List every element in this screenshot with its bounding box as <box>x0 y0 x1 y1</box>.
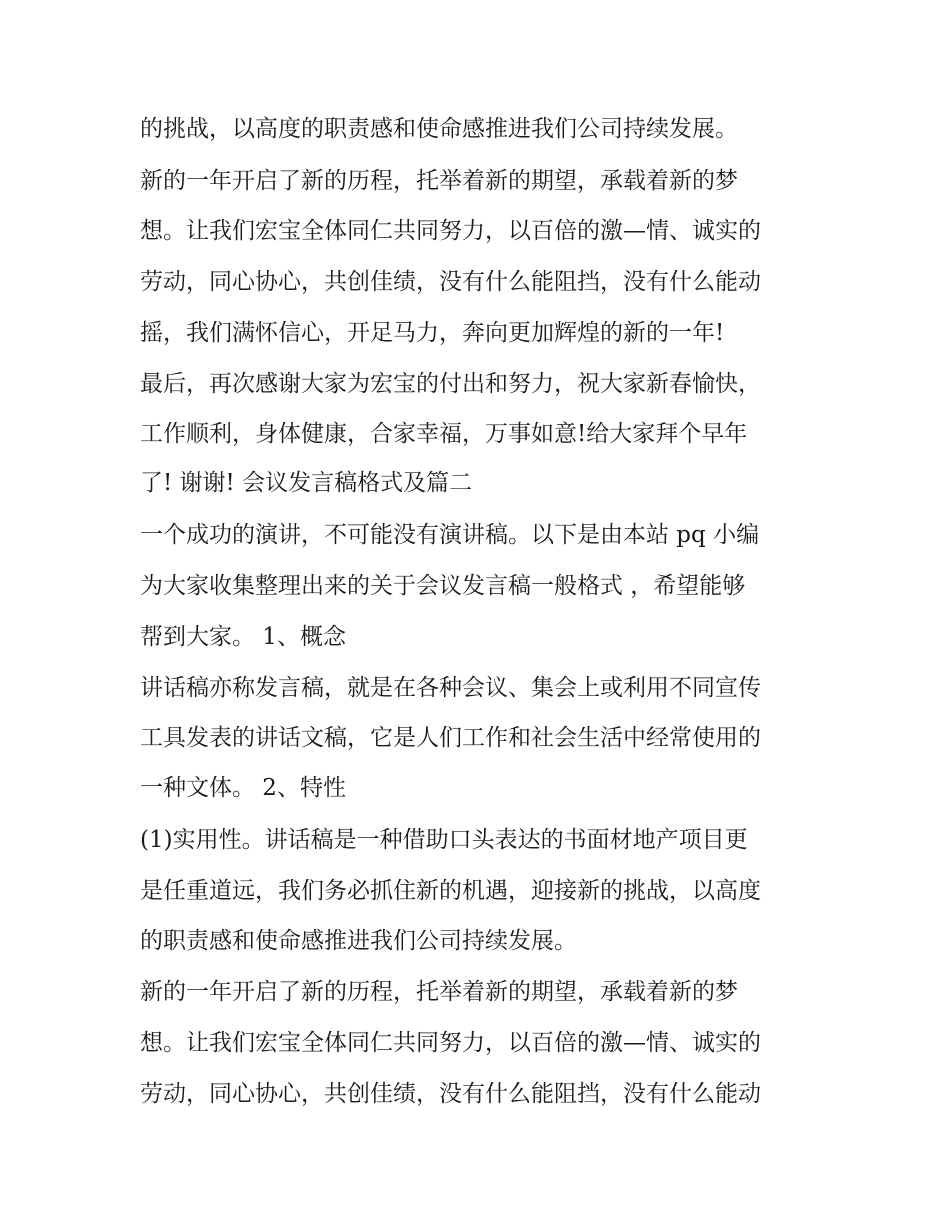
text-line: 讲话稿亦称发言稿，就是在各种会议、集会上或利用不同宣传 <box>140 675 761 701</box>
text-line: 工作顺利，身体健康，合家幸福，万事如意!给大家拜个早年 <box>140 421 748 447</box>
text-line: 为大家收集整理出来的关于会议发言稿一般格式 ，希望能够 <box>140 573 746 599</box>
text-line: 一个成功的演讲，不可能没有演讲稿。以下是由本站 pq 小编 <box>140 522 760 548</box>
text-line: 一种文体。 2、特性 <box>140 775 346 801</box>
text-line: 新的一年开启了新的历程，托举着新的期望，承载着新的梦 <box>140 979 738 1005</box>
text-line: 想。让我们宏宝全体同仁共同努力，以百倍的激—情、诚实的 <box>140 218 761 244</box>
text-line: 工具发表的讲话文稿，它是人们工作和社会生活中经常使用的 <box>140 725 761 751</box>
text-line: 新的一年开启了新的历程，托举着新的期望，承载着新的梦 <box>140 168 738 194</box>
text-line: 的挑战，以高度的职责感和使命感推进我们公司持续发展。 <box>140 116 738 142</box>
text-line: 劳动，同心协心，共创佳绩，没有什么能阻挡，没有什么能动 <box>140 1081 761 1107</box>
text-line: 的职责感和使命感推进我们公司持续发展。 <box>140 928 577 954</box>
text-line: 最后，再次感谢大家为宏宝的付出和努力，祝大家新春愉快， <box>140 371 761 397</box>
text-line: (1)实用性。讲话稿是一种借助口头表达的书面材地产项目更 <box>140 827 748 853</box>
text-line: 劳动，同心协心，共创佳绩，没有什么能阻挡，没有什么能动 <box>140 269 761 295</box>
text-line: 是任重道远，我们务必抓住新的机遇，迎接新的挑战，以高度 <box>140 878 761 904</box>
text-line: 摇，我们满怀信心，开足马力，奔向更加辉煌的新的一年! <box>140 320 725 346</box>
text-line: 想。让我们宏宝全体同仁共同努力，以百倍的激—情、诚实的 <box>140 1030 761 1056</box>
text-line: 帮到大家。 1、概念 <box>140 624 346 650</box>
text-line: 了! 谢谢! 会议发言稿格式及篇二 <box>140 470 473 496</box>
